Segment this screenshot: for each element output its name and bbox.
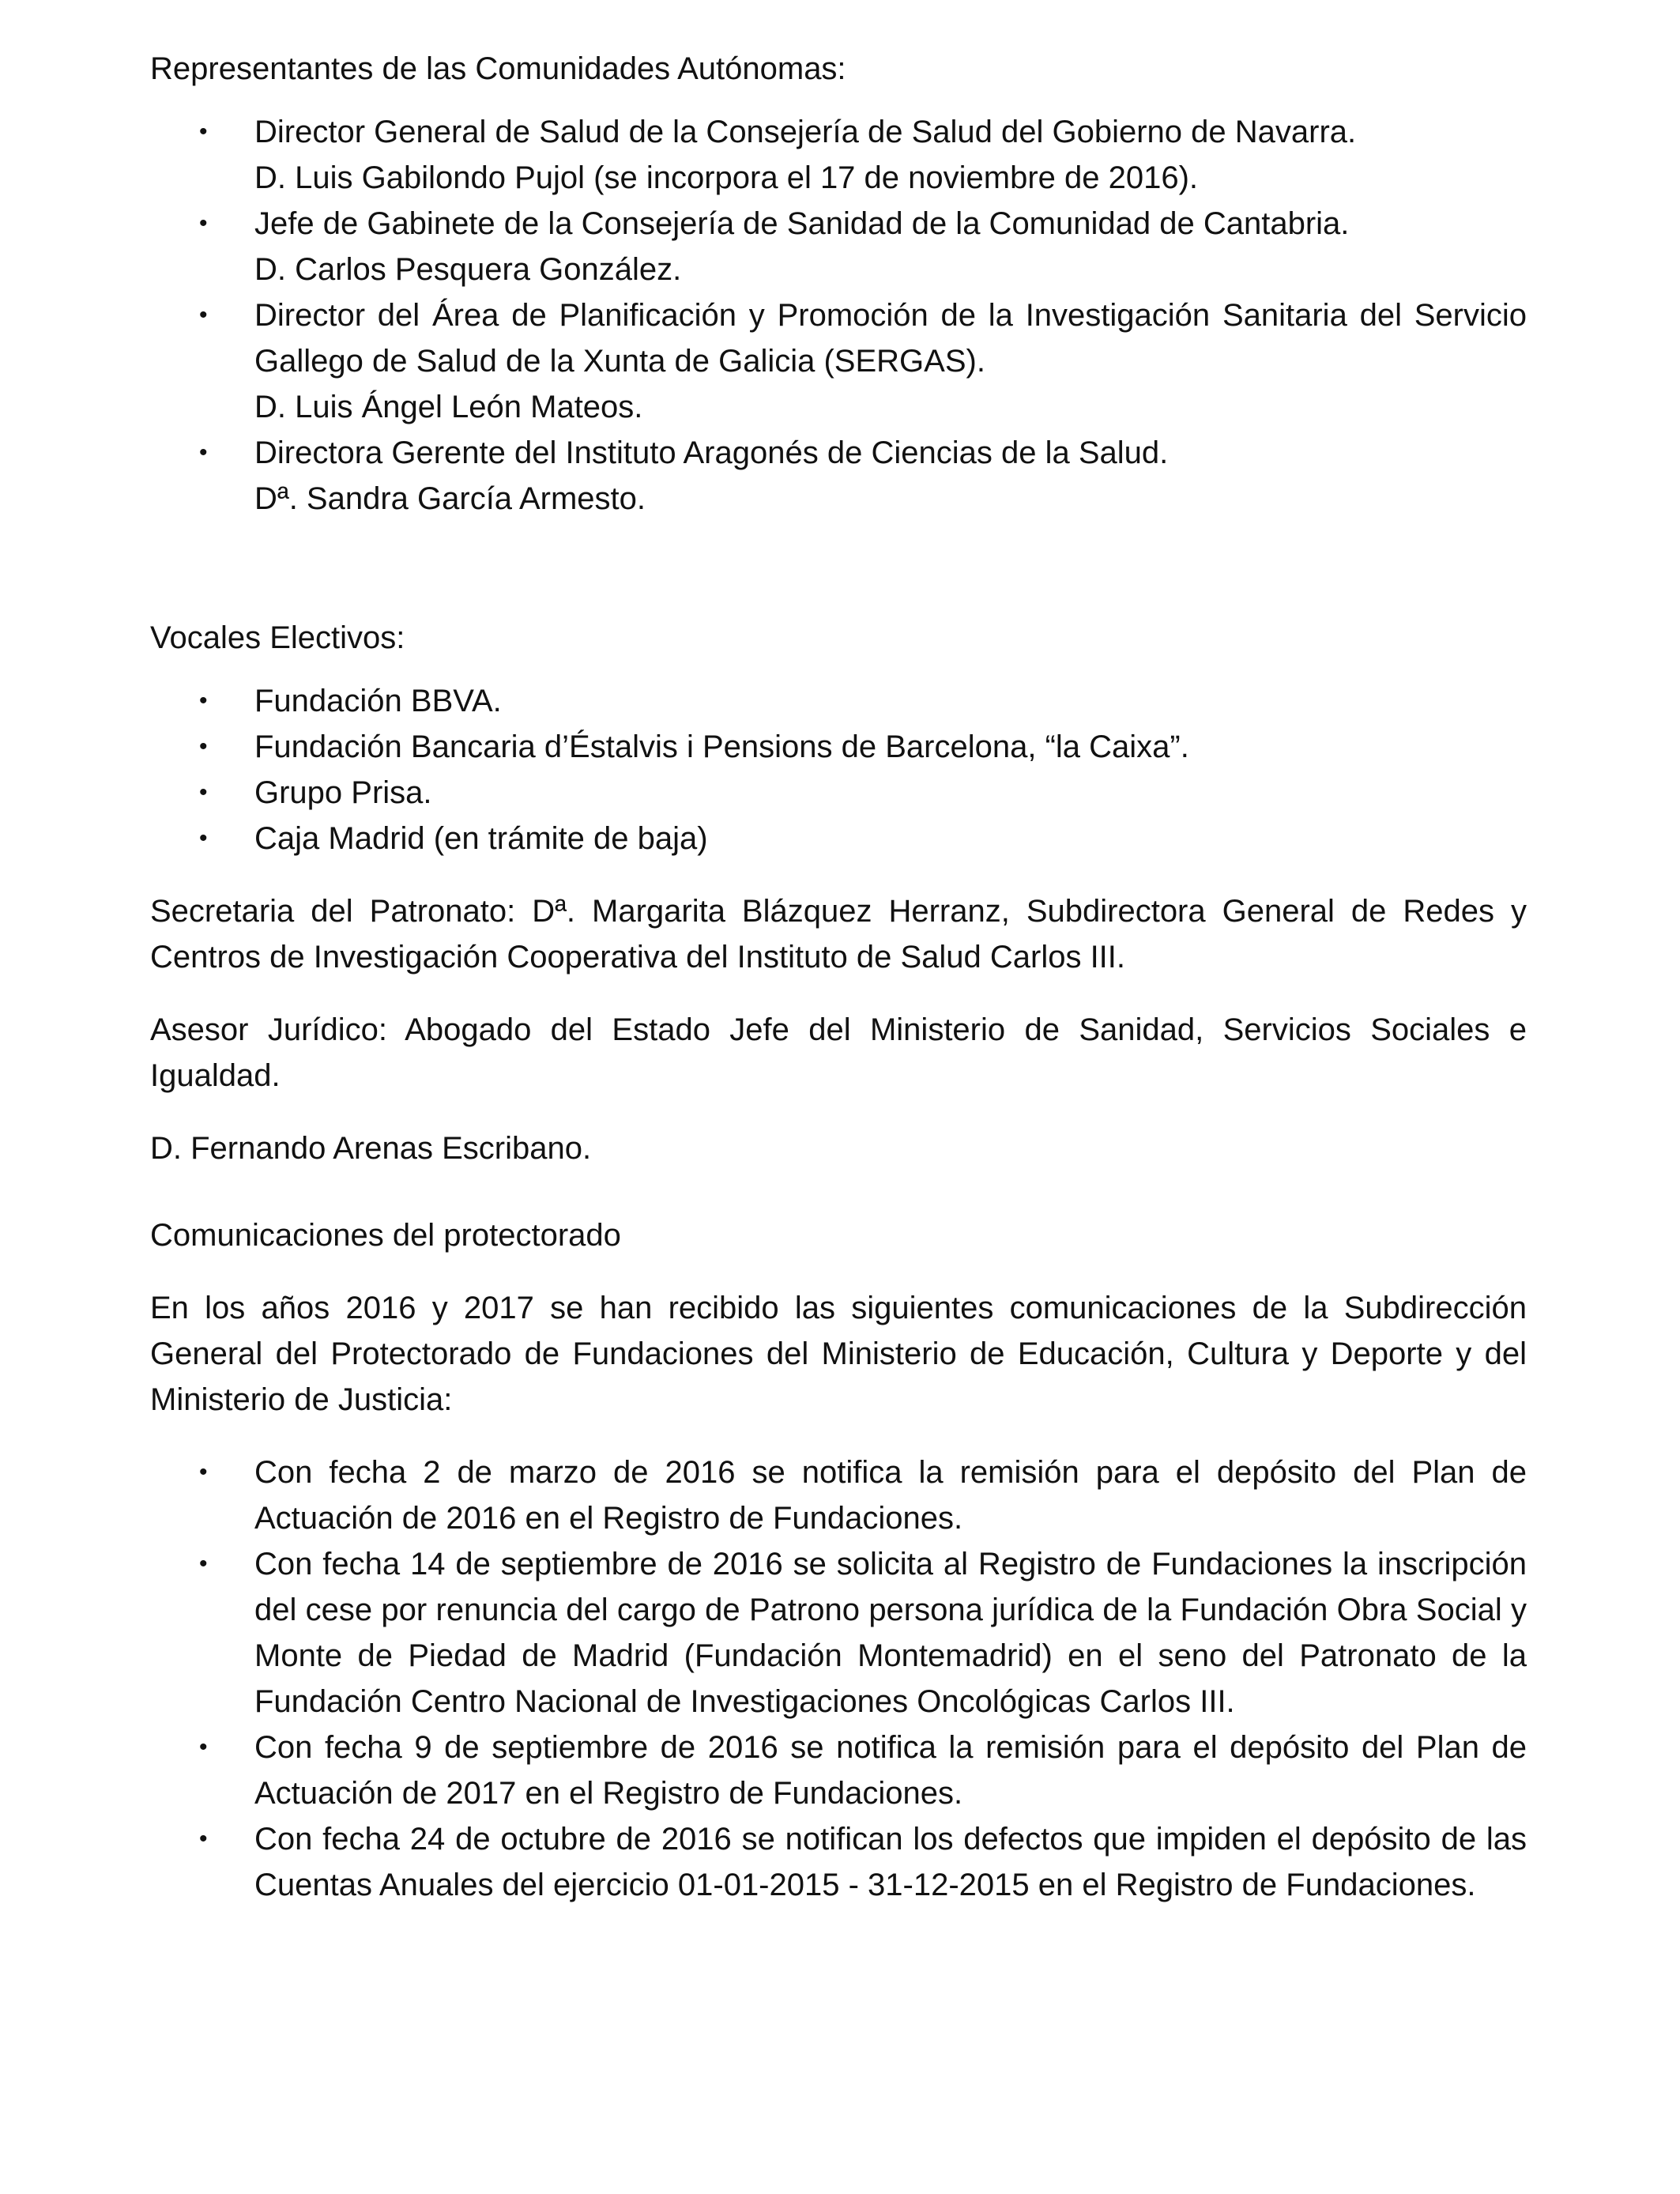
list-item — [150, 201, 1527, 292]
bullet-icon: • — [199, 688, 208, 714]
vocal-item-text: Grupo Prisa. — [254, 775, 432, 810]
bullet-icon: • — [199, 733, 208, 760]
bullet-icon: • — [199, 1826, 208, 1852]
vocal-item-text: Fundación BBVA. — [254, 684, 502, 718]
list-item — [150, 1816, 1527, 1908]
asesor-person-paragraph: D. Fernando Arenas Escribano. — [150, 1131, 592, 1166]
ccaa-item-person: D. Luis Gabilondo Pujol (se incorpora el 17 de noviembre de 2016). — [254, 160, 1199, 195]
bullet-icon: • — [199, 825, 208, 851]
bullet-icon: • — [199, 1734, 208, 1760]
vocal-item-text: Caja Madrid (en trámite de baja) — [254, 821, 708, 856]
comunicacion-item-text: Con fecha 9 de septiembre de 2016 se notifica la remisión para el depósito del Plan de Actuación de 2017 en el Registro de Fundaciones. — [254, 1730, 1527, 1811]
ccaa-item-person: Dª. Sandra García Armesto. — [254, 481, 646, 516]
list-item — [150, 292, 1527, 430]
vocales-heading: Vocales Electivos: — [150, 620, 405, 655]
comunicacion-item-text: Con fecha 24 de octubre de 2016 se notifican los defectos que impiden el depósito de las Cuentas Anuales del ejercicio 01-01-2015 - 31-12-2015 en el Registro de Fundaciones. — [254, 1822, 1527, 1902]
list-item — [150, 1725, 1527, 1816]
bullet-icon: • — [199, 1459, 208, 1485]
ccaa-item-title: Director del Área de Planificación y Promoción de la Investigación Sanitaria del Servicio Gallego de Salud de la Xunta de Galicia (SERGAS). — [254, 298, 1527, 379]
vocales-list — [150, 678, 1527, 861]
bullet-icon: • — [199, 779, 208, 805]
comunicaciones-intro: En los años 2016 y 2017 se han recibido las siguientes comunicaciones de la Subdirección General del Protectorado de Fundaciones del Ministerio de Educación, Cultura y Deporte y del Ministerio de Justicia: — [150, 1291, 1527, 1417]
bullet-icon: • — [199, 210, 208, 236]
document-page — [150, 46, 1527, 1935]
spacer — [150, 548, 1527, 615]
comunicaciones-list — [150, 1449, 1527, 1908]
list-item — [150, 430, 1527, 522]
ccaa-item-title: Directora Gerente del Instituto Aragonés de Ciencias de la Salud. — [254, 435, 1169, 470]
ccaa-item-person: D. Luis Ángel León Mateos. — [254, 390, 643, 424]
list-item — [150, 678, 1527, 724]
ccaa-list — [150, 109, 1527, 522]
list-item — [150, 109, 1527, 201]
bullet-icon: • — [199, 119, 208, 145]
asesor-role-paragraph: Asesor Jurídico: Abogado del Estado Jefe del Ministerio de Sanidad, Servicios Sociales e Igualdad. — [150, 1012, 1527, 1093]
secretaria-paragraph: Secretaria del Patronato: Dª. Margarita Blázquez Herranz, Subdirectora General de Redes y Centros de Investigación Cooperativa del Instituto de Salud Carlos III. — [150, 894, 1527, 974]
vocal-item-text: Fundación Bancaria d’Éstalvis i Pensions de Barcelona, “la Caixa”. — [254, 729, 1189, 764]
ccaa-item-title: Director General de Salud de la Consejería de Salud del Gobierno de Navarra. — [254, 115, 1357, 149]
list-item — [150, 770, 1527, 816]
ccaa-item-title: Jefe de Gabinete de la Consejería de Sanidad de la Comunidad de Cantabria. — [254, 206, 1350, 241]
list-item — [150, 1449, 1527, 1541]
bullet-icon: • — [199, 1551, 208, 1577]
list-item — [150, 724, 1527, 770]
bullet-icon: • — [199, 439, 208, 466]
comunicaciones-heading: Comunicaciones del protectorado — [150, 1218, 621, 1253]
comunicacion-item-text: Con fecha 2 de marzo de 2016 se notifica la remisión para el depósito del Plan de Actuación de 2016 en el Registro de Fundaciones. — [254, 1455, 1527, 1536]
ccaa-heading: Representantes de las Comunidades Autónomas: — [150, 51, 846, 86]
list-item — [150, 816, 1527, 861]
list-item — [150, 1541, 1527, 1725]
comunicacion-item-text: Con fecha 14 de septiembre de 2016 se solicita al Registro de Fundaciones la inscripción del cese por renuncia del cargo de Patrono persona jurídica de la Fundación Obra Social y Monte de Piedad de Madrid (Fundación Montemadrid) en el seno del Patronato de la Fundación Centro Nacional de Investigaciones Oncológicas Carlos III. — [254, 1547, 1527, 1719]
ccaa-item-person: D. Carlos Pesquera González. — [254, 252, 682, 287]
spacer — [150, 1198, 1527, 1212]
bullet-icon: • — [199, 302, 208, 328]
